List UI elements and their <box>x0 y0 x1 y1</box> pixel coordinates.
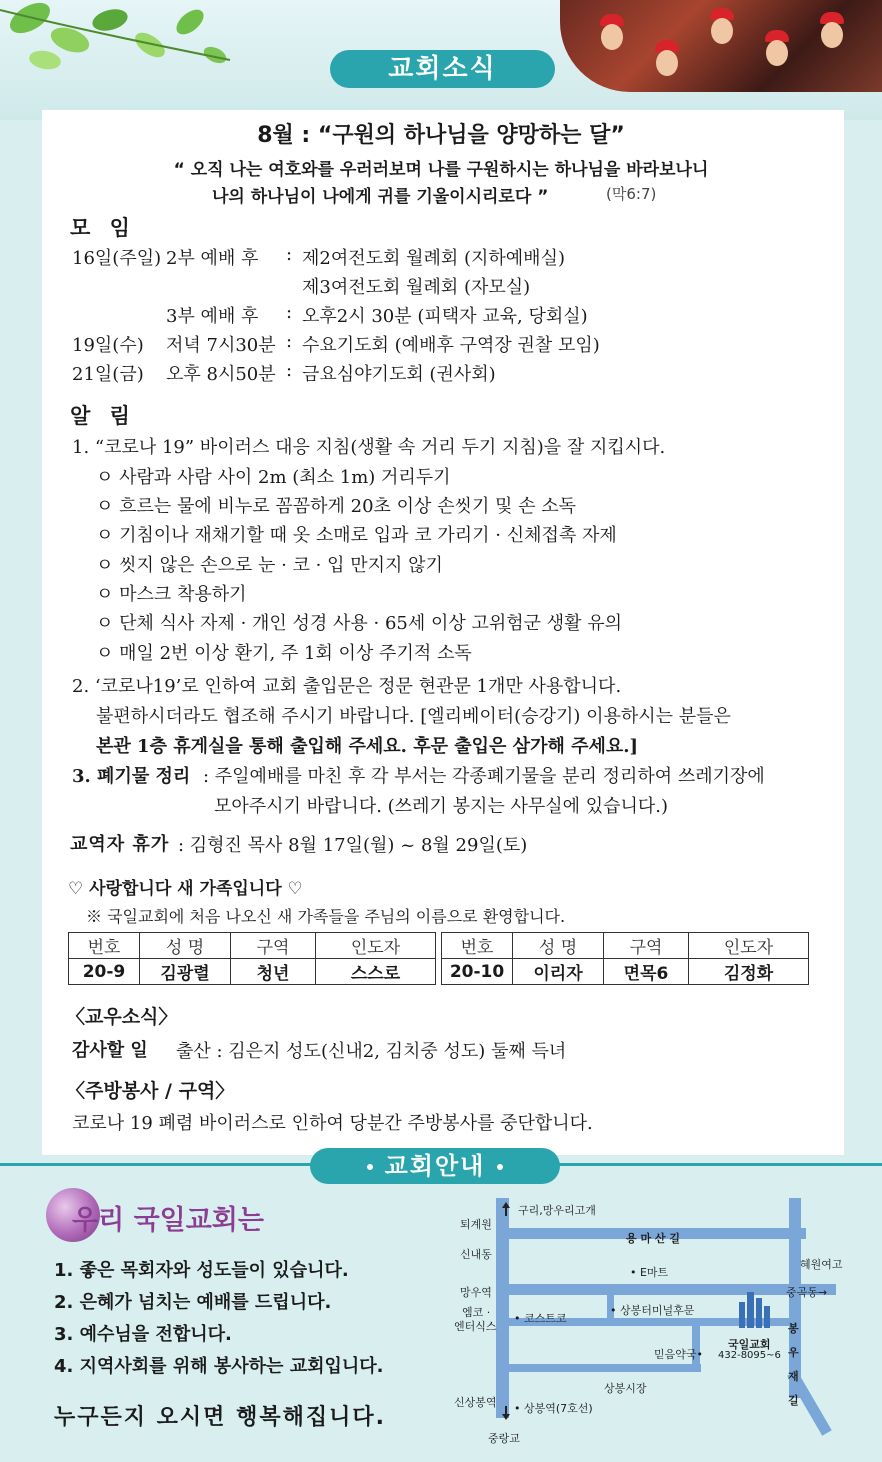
members-news-text: 출산 : 김은지 성도(신내2, 김치중 성도) 둘째 득녀 <box>176 1041 567 1062</box>
guide-item: 3. 예수님을 전합니다. <box>54 1324 232 1345</box>
kitchen-heading: 〈주방봉사 / 구역〉 <box>66 1080 235 1102</box>
guideline-item: ㅇ 단체 식사 자제 · 개인 성경 사용 · 65세 이상 고위험군 생활 유의 <box>96 613 623 634</box>
map-label-hyewon: 혜원여고 <box>800 1258 843 1271</box>
meeting-desc: 제2여전도회 월례회 (지하예배실) <box>302 248 565 269</box>
meeting-sep: : <box>286 331 293 352</box>
cell-name: 김광렬 <box>140 959 231 985</box>
table-row <box>442 959 809 985</box>
notice-item-3-label: 3. 폐기물 정리 <box>72 766 191 787</box>
choir-photo <box>560 0 882 92</box>
map-label-terminal: • 상봉터미널후문 <box>610 1304 695 1317</box>
guide-item: 4. 지역사회를 위해 봉사하는 교회입니다. <box>54 1356 384 1377</box>
verse-line-2: 나의 하나님이 나에게 귀를 기울이시리로다 ” <box>212 187 549 207</box>
new-family-table-left <box>68 932 436 985</box>
members-news-label: 감사할 일 <box>72 1040 148 1061</box>
leaves-decoration <box>0 0 240 100</box>
cell-number: 20-10 <box>442 959 513 985</box>
dot-icon <box>367 1164 373 1170</box>
col-guide: 인도자 <box>689 933 809 959</box>
road-diagonal <box>772 1373 832 1443</box>
dot-icon <box>497 1164 503 1170</box>
kitchen-text: 코로나 19 폐렴 바이러스로 인하여 당분간 주방봉사를 중단합니다. <box>72 1113 593 1134</box>
meeting-desc: 오후2시 30분 (피택자 교육, 당회실) <box>302 306 588 327</box>
cell-district: 면목6 <box>604 959 689 985</box>
cell-district: 청년 <box>231 959 316 985</box>
map-label-jungnang: 중랑교 <box>488 1432 520 1445</box>
notice-item-2: 2. ‘코로나19’로 인하여 교회 출입문은 정문 현관문 1개만 사용합니다. <box>72 676 622 697</box>
verse-line-1: “ 오직 나는 여호와를 우러러보며 나를 구원하시는 하나님을 바라보나니 <box>173 160 709 180</box>
map-label-phone: 432-8095~6 <box>718 1350 781 1361</box>
road-middle <box>496 1284 836 1295</box>
guide-item: 1. 좋은 목회자와 성도들이 있습니다. <box>54 1260 349 1281</box>
table-row <box>69 959 436 985</box>
map-label-mangu: 망우역 <box>460 1286 492 1299</box>
meeting-time: 오후 8시50분 <box>166 364 276 385</box>
members-news-heading: 〈교우소식〉 <box>66 1006 178 1028</box>
meeting-desc: 금요심야기도회 (권사회) <box>302 364 496 385</box>
guide-title: 교회안내 <box>384 1152 486 1180</box>
guideline-item: ㅇ 흐르는 물에 비누로 꼼꼼하게 20초 이상 손씻기 및 손 소독 <box>96 496 577 517</box>
map-label-emko: 엠코 · <box>462 1306 491 1319</box>
arrow-down-icon <box>502 1406 510 1420</box>
cell-guide: 김정화 <box>689 959 809 985</box>
meeting-desc: 제3여전도회 월례회 (자모실) <box>302 277 531 298</box>
guide-slogan: 누구든지 오시면 행복해집니다. <box>54 1405 386 1430</box>
col-name: 성 명 <box>140 933 231 959</box>
meeting-day: 16일(주일) <box>72 248 162 269</box>
meeting-desc: 수요기도회 (예배후 구역장 권찰 모임) <box>302 335 600 356</box>
church-building-icon <box>735 1288 775 1330</box>
notice-item-1: 1. “코로나 19” 바이러스 대응 지침(생활 속 거리 두기 지침)을 잘 지킵시다. <box>72 437 666 458</box>
map-label-market: 상봉시장 <box>604 1382 647 1395</box>
new-family-table-right <box>441 932 809 985</box>
month-title: 8월 : “구원의 하나님을 양망하는 달” <box>257 123 625 148</box>
col-name: 성 명 <box>513 933 604 959</box>
map-label-emart: • E마트 <box>630 1266 669 1279</box>
section-title-news: 교회소식 <box>330 50 555 88</box>
col-number: 번호 <box>442 933 513 959</box>
guide-badge-title: 우리 국일교회는 <box>72 1205 264 1236</box>
map-label-costco: • 코스트코 <box>514 1312 567 1325</box>
map-label-guri: 구리,망우리고개 <box>518 1204 596 1217</box>
notice-item-3-line-1: : 주일예배를 마친 후 각 부서는 각종폐기물을 분리 정리하여 쓰레기장에 <box>203 766 765 787</box>
map-label-jae: 재 <box>788 1370 799 1383</box>
guide-item: 2. 은혜가 넘치는 예배를 드립니다. <box>54 1292 332 1313</box>
map-label-yongmasan: 용 마 산 길 <box>626 1232 680 1245</box>
map-label-u: 우 <box>788 1346 799 1359</box>
map-label-sangbong: 신상봉역 <box>454 1396 497 1409</box>
guideline-item: ㅇ 매일 2번 이상 환기, 주 1회 이상 주기적 소독 <box>96 643 472 664</box>
road-sangbong <box>496 1364 701 1372</box>
col-district: 구역 <box>604 933 689 959</box>
col-number: 번호 <box>69 933 140 959</box>
vacation-label: 교역자 휴가 <box>70 834 170 855</box>
cell-number: 20-9 <box>69 959 140 985</box>
guideline-item: ㅇ 마스크 착용하기 <box>96 584 247 605</box>
new-family-heading: ♡ 사랑합니다 새 가족입니다 ♡ <box>68 879 303 899</box>
meeting-day: 19일(수) <box>72 335 144 356</box>
guideline-item: ㅇ 기침이나 재채기할 때 옷 소매로 입과 코 가리기 · 신체접촉 자제 <box>96 525 617 546</box>
meeting-time: 3부 예배 후 <box>166 306 259 327</box>
map-label-entersix: 엔터식스 <box>454 1320 497 1333</box>
map-label-pharmacy: 믿음약국• <box>654 1348 703 1361</box>
meeting-time: 2부 예배 후 <box>166 248 259 269</box>
guideline-item: ㅇ 사람과 사람 사이 2m (최소 1m) 거리두기 <box>96 467 451 488</box>
church-location-map <box>452 1188 847 1450</box>
map-label-bong: 봉 <box>788 1322 799 1335</box>
meeting-sep: : <box>286 360 293 381</box>
col-guide: 인도자 <box>316 933 436 959</box>
meeting-day: 21일(금) <box>72 364 144 385</box>
map-label-sangbong7: • 상봉역(7호선) <box>514 1402 593 1415</box>
map-label-sinnae: 신내동 <box>460 1248 492 1261</box>
meeting-time: 저녁 7시30분 <box>166 335 276 356</box>
notice-item-2-line-3: 본관 1층 휴게실을 통해 출입해 주세요. 후문 출입은 삼가해 주세요.] <box>96 736 639 757</box>
guideline-item: ㅇ 씻지 않은 손으로 눈 · 코 · 입 만지지 않기 <box>96 555 443 576</box>
meetings-heading: 모 임 <box>70 216 136 240</box>
arrow-up-icon <box>502 1202 510 1216</box>
map-label-junggok: 중곡동→ <box>786 1286 828 1299</box>
notice-item-3-line-2: 모아주시기 바랍니다. (쓰레기 봉지는 사무실에 있습니다.) <box>214 796 669 817</box>
verse-reference: (막6:7) <box>606 185 657 203</box>
cell-name: 이리자 <box>513 959 604 985</box>
notices-heading: 알 림 <box>70 404 136 428</box>
new-family-note: ※ 국일교회에 처음 나오신 새 가족들을 주님의 이름으로 환영합니다. <box>86 907 566 926</box>
cell-guide: 스스로 <box>316 959 436 985</box>
map-label-gil: 길 <box>788 1394 799 1407</box>
col-district: 구역 <box>231 933 316 959</box>
map-label-toegyewon: 퇴계원 <box>460 1218 492 1231</box>
vacation-text: : 김형진 목사 8월 17일(월) ~ 8월 29일(토) <box>178 835 528 856</box>
meeting-sep: : <box>286 244 293 265</box>
map-label-church: 국일교회 <box>728 1338 771 1351</box>
notice-item-2-line-2: 불편하시더라도 협조해 주시기 바랍니다. [엘리베이터(승강기) 이용하시는 분들은 <box>96 706 731 727</box>
section-title-guide <box>310 1148 560 1184</box>
meeting-sep: : <box>286 302 293 323</box>
